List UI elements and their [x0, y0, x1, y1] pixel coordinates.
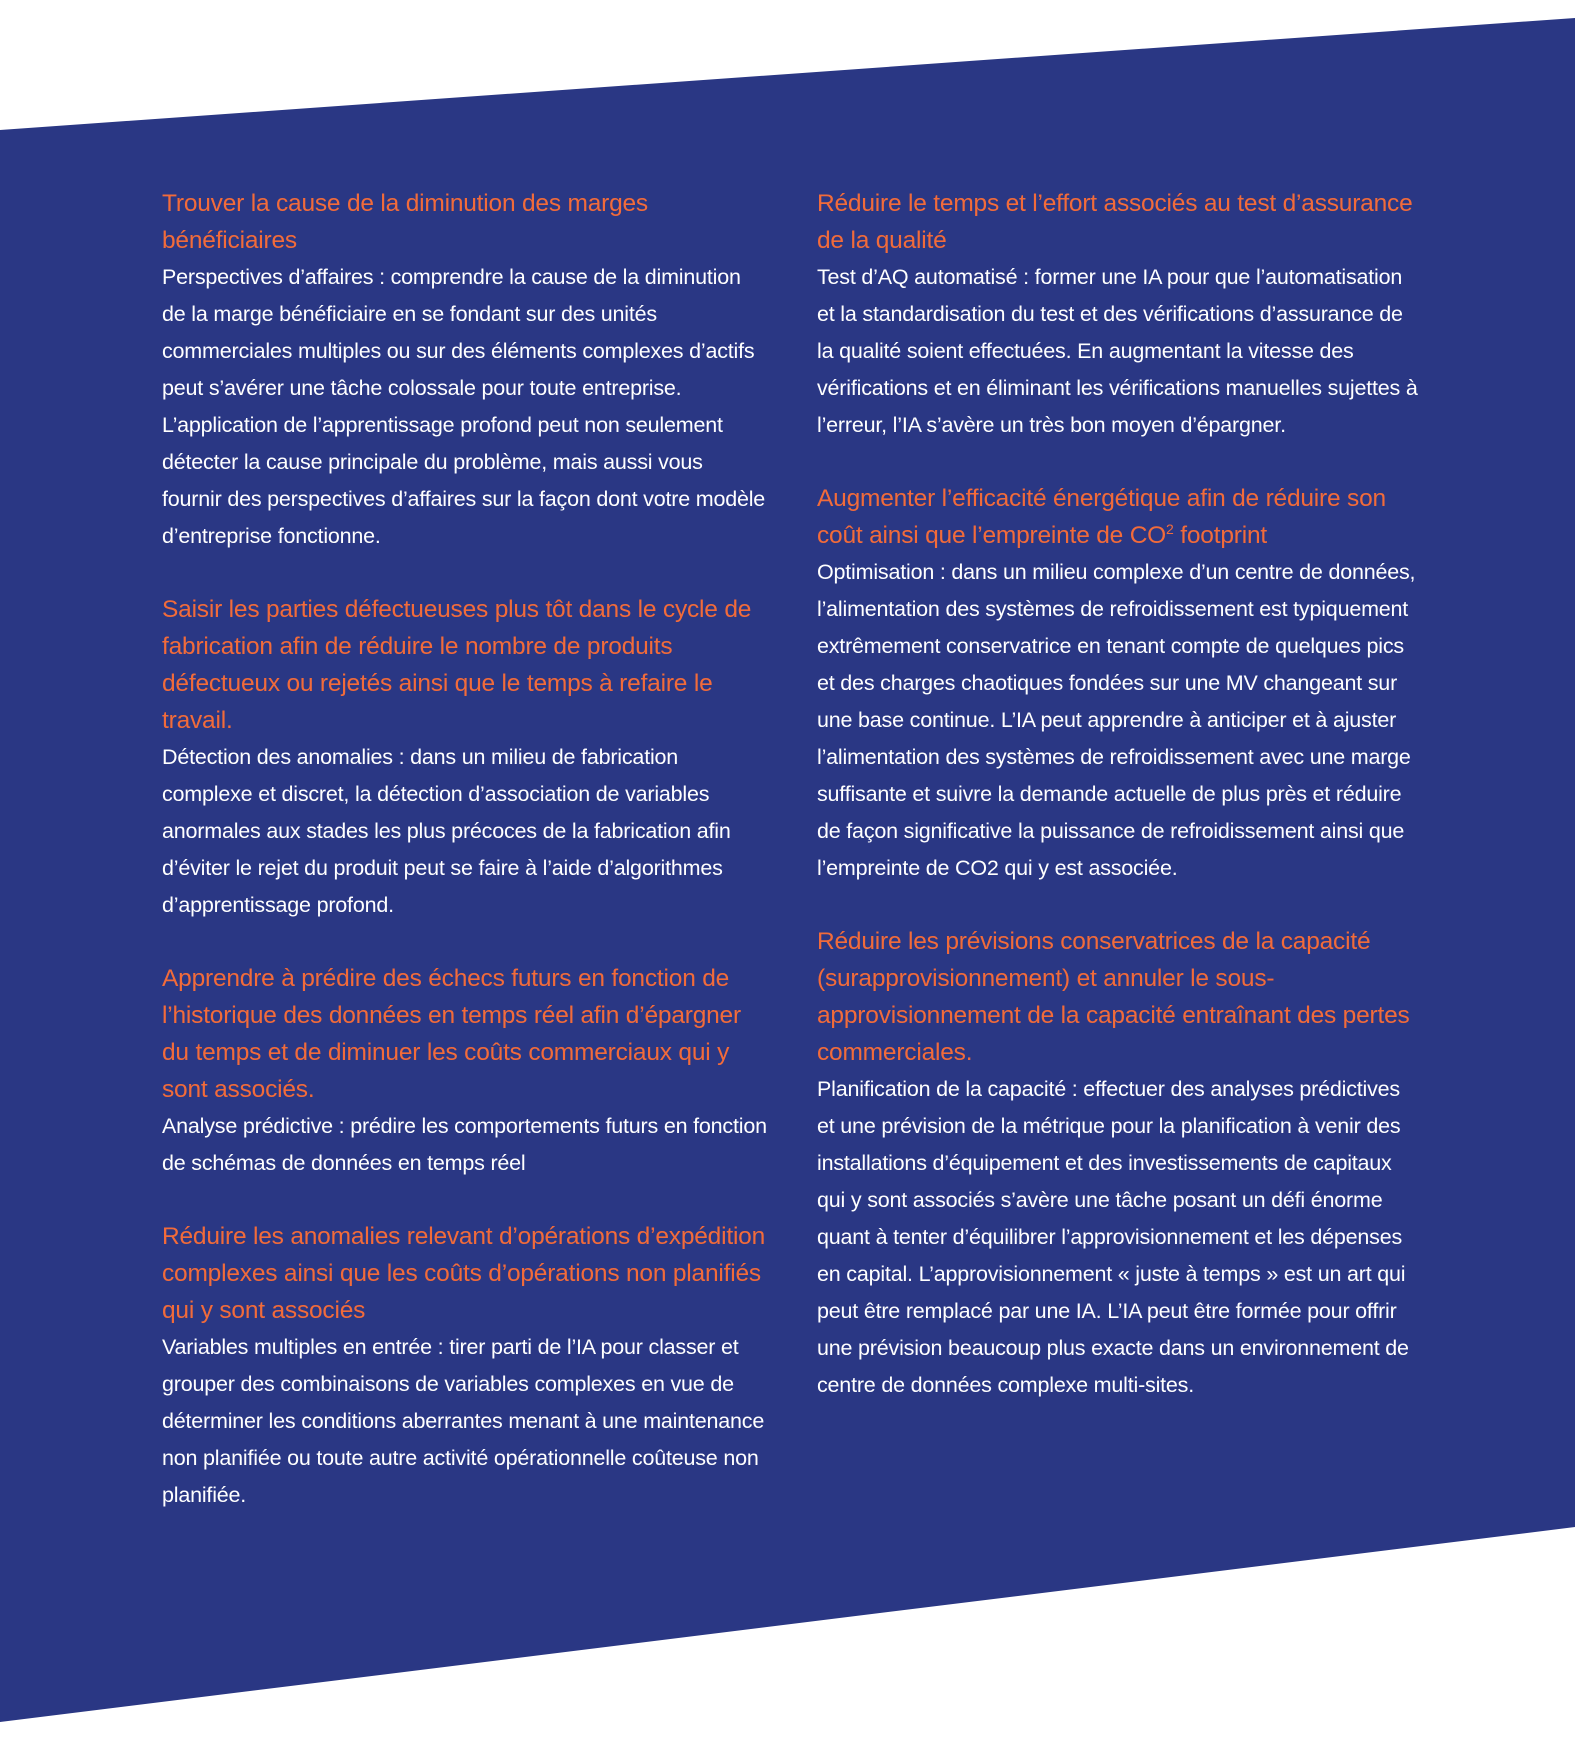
- section-body: Planification de la capacité : effectuer des analyses prédictives et une prévision de la métrique pour la planification à venir des installations d’équipement et des investissements de capitaux qui y sont associés s’avère une tâche posant un défi énorme quant à tenter d’équilibrer l’approvisionnement et les dépenses en capital. L’approvisionnement « juste à temps » est un art qui peut être remplacé par une IA. L’IA peut être formée pour offrir une prévision beaucoup plus exacte dans un environnement de centre de données complexe multi-sites.: [817, 1077, 1409, 1397]
- section-heading: Réduire les anomalies relevant d’opérations d’expédition complexes ainsi que les coûts d’opérations non planifiés qui y sont associés: [162, 1223, 766, 1324]
- heading-text-start: Augmenter l’efficacité énergétique afin de réduire son coût ainsi que l’empreinte de CO: [817, 485, 1386, 549]
- right-column: [817, 185, 1422, 1550]
- section-body: Optimisation : dans un milieu complexe d’un centre de données, l’alimentation des systèmes de refroidissement est typiquement extrêmement conservatrice en tenant compte de quelques pics et des charges chaotiques fondées sur une MV changeant sur une base continue. L’IA peut apprendre à anticiper et à ajuster l’alimentation des systèmes de refroidissement avec une marge suffisante et suivre la demande actuelle de plus près et réduire de façon significative la puissance de refroidissement ainsi que l’empreinte de CO2 qui y est associée.: [817, 560, 1416, 880]
- heading-superscript: 2: [1166, 520, 1174, 537]
- section-heading: Trouver la cause de la diminution des marges bénéficiaires: [162, 190, 648, 254]
- section-heading: Réduire les prévisions conservatrices de la capacité (surapprovisionnement) et annuler le sous-approvisionnement de la capacité entraînant des pertes commerciales.: [817, 928, 1410, 1066]
- section-qa-testing: [817, 185, 1422, 444]
- section-body: Détection des anomalies : dans un milieu de fabrication complexe et discret, la détection d’association de variables anormales aux stades les plus précoces de la fabrication afin d’éviter le rejet du produit peut se faire à l’aide d’algorithmes d’apprentissage profond.: [162, 745, 731, 917]
- section-body: Variables multiples en entrée : tirer parti de l’IA pour classer et grouper des combinaisons de variables complexes en vue de déterminer les conditions aberrantes menant à une maintenance non planifiée ou toute autre activité opérationnelle coûteuse non planifiée.: [162, 1335, 765, 1507]
- section-defective-parts: [162, 591, 767, 924]
- section-shipping-anomalies: [162, 1218, 767, 1514]
- section-energy-efficiency: [817, 480, 1422, 887]
- section-body: Perspectives d’affaires : comprendre la cause de la diminution de la marge bénéficiaire en se fondant sur des unités commerciales multiples ou sur des éléments complexes d’actifs peut s’avérer une tâche colossale pour toute entreprise. L’application de l’apprentissage profond peut non seulement détecter la cause principale du problème, mais aussi vous fournir des perspectives d’affaires sur la façon dont votre modèle d’entreprise fonctionne.: [162, 265, 766, 548]
- section-profit-margins: [162, 185, 767, 555]
- left-column: [162, 185, 767, 1550]
- section-heading: Saisir les parties défectueuses plus tôt dans le cycle de fabrication afin de réduire le nombre de produits défectueux ou rejetés ainsi que le temps à refaire le travail.: [162, 596, 752, 734]
- section-body: Test d’AQ automatisé : former une IA pour que l’automatisation et la standardisation du test et des vérifications d’assurance de la qualité soient effectuées. En augmentant la vitesse des vérifications et en éliminant les vérifications manuelles sujettes à l’erreur, l’IA s’avère un très bon moyen d’épargner.: [817, 265, 1418, 437]
- content-columns: [162, 185, 1422, 1550]
- section-predict-failures: [162, 960, 767, 1182]
- section-heading: [817, 480, 1422, 554]
- section-body: Analyse prédictive : prédire les comportements futurs en fonction de schémas de données en temps réel: [162, 1114, 767, 1175]
- section-heading: Réduire le temps et l’effort associés au test d’assurance de la qualité: [817, 190, 1413, 254]
- heading-text-end: footprint: [1173, 522, 1267, 549]
- section-capacity-planning: [817, 923, 1422, 1404]
- section-heading: Apprendre à prédire des échecs futurs en fonction de l’historique des données en temps réel afin d’épargner du temps et de diminuer les coûts commerciaux qui y sont associés.: [162, 965, 741, 1103]
